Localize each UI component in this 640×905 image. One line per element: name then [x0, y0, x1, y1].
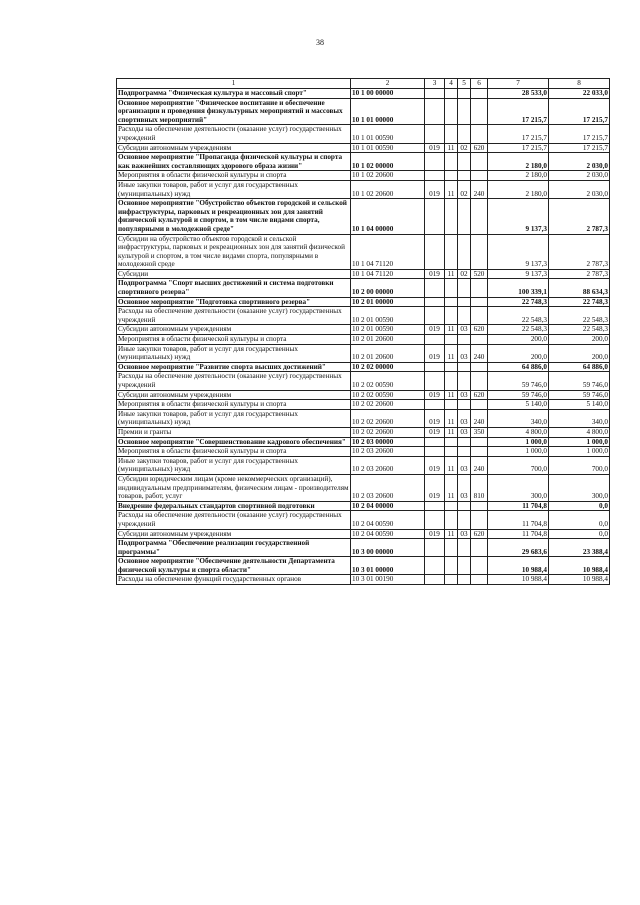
- subsection-code-cell: [458, 511, 471, 529]
- amount-col7-cell: 2 180,0: [488, 171, 549, 181]
- classification-code-cell: 10 3 00 00000: [351, 539, 425, 557]
- header-cell: 2: [351, 79, 425, 89]
- amount-col7-cell: 22 548,3: [488, 325, 549, 335]
- section-code-cell: [445, 447, 458, 457]
- table-row: [117, 125, 610, 143]
- section-code-cell: [445, 89, 458, 99]
- subsection-code-cell: 03: [458, 529, 471, 539]
- amount-col8-cell: 88 634,3: [549, 279, 610, 297]
- expense-type-cell: [471, 362, 488, 372]
- amount-col7-cell: 10 988,4: [488, 557, 549, 575]
- expense-type-cell: 620: [471, 143, 488, 153]
- section-code-cell: [445, 125, 458, 143]
- subsection-code-cell: 03: [458, 325, 471, 335]
- department-code-cell: [425, 501, 445, 511]
- subsection-code-cell: [458, 372, 471, 390]
- department-code-cell: [425, 153, 445, 171]
- item-name-cell: Субсидии автономным учреждениям: [117, 325, 351, 335]
- item-name-cell: Субсидии юридическим лицам (кроме некоммерческих организаций), индивидуальным предпринимателям, физическим лицам - производителям товаров, работ, услуг: [118, 474, 349, 501]
- department-code-cell: 019: [425, 325, 445, 335]
- amount-col8-cell: 22 033,0: [549, 89, 610, 99]
- amount-col7-cell: 1 000,0: [488, 437, 549, 447]
- item-name-cell: Мероприятия в области физической культуры и спорта: [117, 335, 351, 345]
- amount-col8-cell: 22 748,3: [549, 297, 610, 307]
- section-code-cell: [445, 372, 458, 390]
- section-code-cell: [445, 501, 458, 511]
- table-row: [117, 153, 610, 171]
- table-row: [117, 98, 610, 125]
- amount-col7-cell: 340,0: [488, 409, 549, 427]
- amount-col8-cell: 5 140,0: [549, 400, 610, 410]
- item-name-cell: Мероприятия в области физической культуры и спорта: [117, 447, 351, 457]
- department-code-cell: [425, 372, 445, 390]
- section-code-cell: [445, 400, 458, 410]
- amount-col7-cell: 17 215,7: [488, 98, 549, 125]
- section-code-cell: [445, 307, 458, 325]
- classification-code-cell: 10 3 01 00190: [351, 575, 425, 585]
- expense-type-cell: [471, 153, 488, 171]
- table-row: [117, 89, 610, 99]
- subsection-code-cell: [458, 153, 471, 171]
- item-name-cell: Иные закупки товаров, работ и услуг для государственных (муниципальных) нужд: [117, 344, 351, 362]
- department-code-cell: 019: [425, 409, 445, 427]
- item-name-cell: Мероприятия в области физической культуры и спорта: [117, 400, 351, 410]
- item-name-cell: Подпрограмма "Спорт высших достижений и система подготовки спортивного резерва": [117, 279, 351, 297]
- expense-type-cell: [471, 307, 488, 325]
- expense-type-cell: [471, 199, 488, 234]
- item-name-cell: Расходы на обеспечение деятельности (оказание услуг) государственных учреждений: [117, 511, 351, 529]
- section-code-cell: [445, 335, 458, 345]
- amount-col8-cell: 200,0: [549, 344, 610, 362]
- section-code-cell: 11: [445, 456, 458, 474]
- subsection-code-cell: [458, 501, 471, 511]
- section-code-cell: [445, 279, 458, 297]
- amount-col8-cell: 17 215,7: [549, 98, 610, 125]
- amount-col7-cell: 2 180,0: [488, 180, 549, 198]
- subsection-code-cell: [458, 279, 471, 297]
- table-row: [117, 400, 610, 410]
- item-name-cell: Основное мероприятие "Пропаганда физической культуры и спорта как важнейших составляющих здорового образа жизни": [117, 153, 351, 171]
- item-name-cell: Субсидии на обустройство объектов городской и сельской инфраструктуры, парковых и рекреационных зон для занятий физической культурой и спортом, в том числе видами спорта, популярными в молодежной среде: [117, 234, 351, 269]
- expense-type-cell: [471, 447, 488, 457]
- amount-col7-cell: 59 746,0: [488, 390, 549, 400]
- classification-code-cell: 10 1 04 71120: [351, 269, 425, 279]
- department-code-cell: 019: [425, 344, 445, 362]
- classification-code-cell: 10 1 01 00000: [351, 98, 425, 125]
- expense-type-cell: [471, 279, 488, 297]
- classification-code-cell: 10 1 00 00000: [351, 89, 425, 99]
- subsection-code-cell: [458, 297, 471, 307]
- table-row: [117, 171, 610, 181]
- section-code-cell: [445, 171, 458, 181]
- table-row: [117, 372, 610, 390]
- classification-code-cell: 10 2 01 20600: [351, 335, 425, 345]
- section-code-cell: 11: [445, 269, 458, 279]
- table-row: [117, 199, 610, 234]
- amount-col8-cell: 2 787,3: [549, 269, 610, 279]
- expense-type-cell: [471, 575, 488, 585]
- amount-col8-cell: 22 548,3: [549, 307, 610, 325]
- table-header-row: [117, 79, 610, 89]
- amount-col8-cell: 700,0: [549, 456, 610, 474]
- department-code-cell: 019: [425, 269, 445, 279]
- classification-code-cell: 10 2 01 00590: [351, 325, 425, 335]
- table-row: [117, 297, 610, 307]
- subsection-code-cell: [458, 437, 471, 447]
- amount-col7-cell: 9 137,3: [488, 199, 549, 234]
- department-code-cell: [425, 539, 445, 557]
- section-code-cell: 11: [445, 409, 458, 427]
- item-name-cell: Основное мероприятие "Развитие спорта высших достижений": [117, 362, 351, 372]
- classification-code-cell: 10 2 03 00000: [351, 437, 425, 447]
- amount-col7-cell: 1 000,0: [488, 447, 549, 457]
- item-name-cell: Расходы на обеспечение деятельности (оказание услуг) государственных учреждений: [117, 307, 351, 325]
- classification-code-cell: 10 2 01 20600: [351, 344, 425, 362]
- amount-col7-cell: 22 748,3: [488, 297, 549, 307]
- section-code-cell: 11: [445, 325, 458, 335]
- classification-code-cell: 10 2 03 20600: [351, 456, 425, 474]
- classification-code-cell: 10 2 02 00590: [351, 372, 425, 390]
- expense-type-cell: [471, 557, 488, 575]
- department-code-cell: 019: [425, 143, 445, 153]
- subsection-code-cell: [458, 447, 471, 457]
- amount-col8-cell: 64 886,0: [549, 362, 610, 372]
- amount-col7-cell: 300,0: [488, 474, 549, 501]
- department-code-cell: 019: [425, 180, 445, 198]
- classification-code-cell: 10 2 01 00000: [351, 297, 425, 307]
- expense-type-cell: 240: [471, 180, 488, 198]
- amount-col7-cell: 11 704,8: [488, 501, 549, 511]
- amount-col7-cell: 9 137,3: [488, 234, 549, 269]
- subsection-code-cell: [458, 575, 471, 585]
- amount-col8-cell: 200,0: [549, 335, 610, 345]
- table-row: [117, 501, 610, 511]
- subsection-code-cell: 03: [458, 409, 471, 427]
- subsection-code-cell: [458, 307, 471, 325]
- expense-type-cell: [471, 89, 488, 99]
- item-name-cell: Основное мероприятие "Физическое воспитание и обеспечение организации и проведения физкультурных мероприятий и массовых спортивных мероприятий": [117, 98, 351, 125]
- section-code-cell: [445, 511, 458, 529]
- expense-type-cell: [471, 335, 488, 345]
- section-code-cell: [445, 98, 458, 125]
- amount-col8-cell: 10 988,4: [549, 557, 610, 575]
- amount-col7-cell: 64 886,0: [488, 362, 549, 372]
- amount-col7-cell: 11 704,8: [488, 529, 549, 539]
- classification-code-cell: 10 2 02 20600: [351, 427, 425, 437]
- subsection-code-cell: [458, 557, 471, 575]
- subsection-code-cell: [458, 125, 471, 143]
- amount-col7-cell: 5 140,0: [488, 400, 549, 410]
- item-name-cell: Основное мероприятие "Подготовка спортивного резерва": [117, 297, 351, 307]
- classification-code-cell: 10 2 02 00000: [351, 362, 425, 372]
- expense-type-cell: 620: [471, 529, 488, 539]
- section-code-cell: 11: [445, 474, 458, 501]
- amount-col7-cell: 4 800,0: [488, 427, 549, 437]
- expense-type-cell: 520: [471, 269, 488, 279]
- table-row: [117, 335, 610, 345]
- item-name-cell: Подпрограмма "Физическая культура и массовый спорт": [117, 89, 351, 99]
- classification-code-cell: 10 1 02 00000: [351, 153, 425, 171]
- expense-type-cell: 620: [471, 390, 488, 400]
- amount-col8-cell: 4 800,0: [549, 427, 610, 437]
- department-code-cell: [425, 557, 445, 575]
- amount-col8-cell: 59 746,0: [549, 372, 610, 390]
- classification-code-cell: 10 3 01 00000: [351, 557, 425, 575]
- subsection-code-cell: 03: [458, 390, 471, 400]
- classification-code-cell: 10 1 01 00590: [351, 143, 425, 153]
- amount-col7-cell: 59 746,0: [488, 372, 549, 390]
- department-code-cell: [425, 307, 445, 325]
- amount-col8-cell: 2 787,3: [549, 199, 610, 234]
- amount-col7-cell: 11 704,8: [488, 511, 549, 529]
- table-row: [117, 180, 610, 198]
- table-row: [117, 474, 610, 501]
- classification-code-cell: 10 1 01 00590: [351, 125, 425, 143]
- section-code-cell: 11: [445, 344, 458, 362]
- section-code-cell: 11: [445, 180, 458, 198]
- subsection-code-cell: [458, 362, 471, 372]
- classification-code-cell: 10 2 04 00590: [351, 511, 425, 529]
- amount-col8-cell: 59 746,0: [549, 390, 610, 400]
- amount-col8-cell: 22 548,3: [549, 325, 610, 335]
- section-code-cell: 11: [445, 390, 458, 400]
- amount-col8-cell: 2 030,0: [549, 180, 610, 198]
- section-code-cell: 11: [445, 143, 458, 153]
- table-row: [117, 390, 610, 400]
- section-code-cell: [445, 557, 458, 575]
- table-row: [117, 279, 610, 297]
- amount-col8-cell: 17 215,7: [549, 143, 610, 153]
- section-code-cell: [445, 437, 458, 447]
- department-code-cell: [425, 297, 445, 307]
- department-code-cell: 019: [425, 529, 445, 539]
- section-code-cell: [445, 297, 458, 307]
- item-name-cell: Иные закупки товаров, работ и услуг для государственных (муниципальных) нужд: [117, 180, 351, 198]
- amount-col7-cell: 9 137,3: [488, 269, 549, 279]
- amount-col7-cell: 17 215,7: [488, 125, 549, 143]
- amount-col8-cell: 0,0: [549, 501, 610, 511]
- department-code-cell: [425, 511, 445, 529]
- classification-code-cell: 10 2 04 00000: [351, 501, 425, 511]
- item-name-cell: Основное мероприятие "Совершенствование кадрового обеспечения": [117, 437, 351, 447]
- header-cell: 6: [471, 79, 488, 89]
- section-code-cell: 11: [445, 529, 458, 539]
- table-row: [117, 456, 610, 474]
- amount-col7-cell: 100 339,1: [488, 279, 549, 297]
- amount-col8-cell: 10 988,4: [549, 575, 610, 585]
- classification-code-cell: 10 2 04 00590: [351, 529, 425, 539]
- subsection-code-cell: [458, 400, 471, 410]
- amount-col7-cell: 28 533,0: [488, 89, 549, 99]
- table-row: [117, 143, 610, 153]
- item-name-cell: Иные закупки товаров, работ и услуг для государственных (муниципальных) нужд: [117, 456, 351, 474]
- item-name-cell: Подпрограмма "Обеспечение реализации государственной программы": [117, 539, 351, 557]
- table-row: [117, 269, 610, 279]
- header-cell: 7: [488, 79, 549, 89]
- amount-col8-cell: 1 000,0: [549, 447, 610, 457]
- table-row: [117, 362, 610, 372]
- table-row: [117, 529, 610, 539]
- classification-code-cell: 10 1 02 20600: [351, 171, 425, 181]
- expense-type-cell: [471, 501, 488, 511]
- section-code-cell: [445, 234, 458, 269]
- expense-type-cell: [471, 171, 488, 181]
- subsection-code-cell: [458, 234, 471, 269]
- expense-type-cell: [471, 372, 488, 390]
- table-row: [117, 427, 610, 437]
- expense-type-cell: 240: [471, 456, 488, 474]
- amount-col8-cell: 2 030,0: [549, 171, 610, 181]
- expense-type-cell: [471, 539, 488, 557]
- header-cell: 1: [117, 79, 351, 89]
- table-row: [117, 511, 610, 529]
- item-name-cell: Субсидии автономным учреждениям: [117, 390, 351, 400]
- amount-col7-cell: 10 988,4: [488, 575, 549, 585]
- subsection-code-cell: [458, 335, 471, 345]
- table-row: [117, 437, 610, 447]
- table-row: [117, 539, 610, 557]
- item-name-cell: Внедрение федеральных стандартов спортивной подготовки: [117, 501, 351, 511]
- classification-code-cell: 10 1 04 71120: [351, 234, 425, 269]
- expense-type-cell: 620: [471, 325, 488, 335]
- amount-col8-cell: 2 030,0: [549, 153, 610, 171]
- subsection-code-cell: 03: [458, 427, 471, 437]
- subsection-code-cell: 03: [458, 344, 471, 362]
- subsection-code-cell: 02: [458, 269, 471, 279]
- header-cell: 3: [425, 79, 445, 89]
- amount-col8-cell: 23 388,4: [549, 539, 610, 557]
- item-name-cell: Премии и гранты: [117, 427, 351, 437]
- classification-code-cell: 10 2 00 00000: [351, 279, 425, 297]
- department-code-cell: [425, 400, 445, 410]
- table-row: [117, 234, 610, 269]
- department-code-cell: [425, 89, 445, 99]
- section-code-cell: [445, 575, 458, 585]
- department-code-cell: [425, 362, 445, 372]
- header-cell: 4: [445, 79, 458, 89]
- department-code-cell: [425, 279, 445, 297]
- classification-code-cell: 10 2 02 00590: [351, 390, 425, 400]
- subsection-code-cell: [458, 199, 471, 234]
- expense-type-cell: [471, 437, 488, 447]
- amount-col8-cell: 0,0: [549, 529, 610, 539]
- expense-type-cell: [471, 297, 488, 307]
- item-name-cell: Субсидии автономным учреждениям: [117, 143, 351, 153]
- amount-col7-cell: 200,0: [488, 344, 549, 362]
- classification-code-cell: 10 2 03 20600: [351, 474, 425, 501]
- table-row: [117, 344, 610, 362]
- amount-col8-cell: 1 000,0: [549, 437, 610, 447]
- amount-col7-cell: 17 215,7: [488, 143, 549, 153]
- department-code-cell: [425, 575, 445, 585]
- department-code-cell: 019: [425, 474, 445, 501]
- table-row: [117, 575, 610, 585]
- subsection-code-cell: 02: [458, 143, 471, 153]
- section-code-cell: 11: [445, 427, 458, 437]
- department-code-cell: [425, 447, 445, 457]
- section-code-cell: [445, 362, 458, 372]
- department-code-cell: [425, 335, 445, 345]
- amount-col7-cell: 2 180,0: [488, 153, 549, 171]
- section-code-cell: [445, 199, 458, 234]
- table-row: [117, 447, 610, 457]
- amount-col8-cell: 17 215,7: [549, 125, 610, 143]
- expense-type-cell: 350: [471, 427, 488, 437]
- expense-type-cell: 240: [471, 409, 488, 427]
- subsection-code-cell: [458, 539, 471, 557]
- department-code-cell: [425, 437, 445, 447]
- classification-code-cell: 10 2 03 20600: [351, 447, 425, 457]
- item-name-cell: Расходы на обеспечение деятельности (оказание услуг) государственных учреждений: [117, 125, 351, 143]
- table-row: [117, 325, 610, 335]
- department-code-cell: 019: [425, 427, 445, 437]
- item-name-cell: Субсидии: [117, 269, 351, 279]
- subsection-code-cell: [458, 98, 471, 125]
- subsection-code-cell: [458, 171, 471, 181]
- expense-type-cell: 810: [471, 474, 488, 501]
- subsection-code-cell: [458, 89, 471, 99]
- department-code-cell: 019: [425, 390, 445, 400]
- amount-col7-cell: 29 683,6: [488, 539, 549, 557]
- item-name-cell: Расходы на обеспечение деятельности (оказание услуг) государственных учреждений: [117, 372, 351, 390]
- amount-col8-cell: 0,0: [549, 511, 610, 529]
- classification-code-cell: 10 2 02 20600: [351, 409, 425, 427]
- expense-type-cell: [471, 125, 488, 143]
- item-name-cell: Основное мероприятие "Обустройство объектов городской и сельской инфраструктуры, парковых и рекреационных зон для занятий физической культурой и спортом, в том числе видами спорта, популярными в молодежной среде": [117, 199, 351, 234]
- classification-code-cell: 10 1 02 20600: [351, 180, 425, 198]
- item-name-cell: Иные закупки товаров, работ и услуг для государственных (муниципальных) нужд: [117, 409, 351, 427]
- header-cell: 8: [549, 79, 610, 89]
- classification-code-cell: 10 2 02 20600: [351, 400, 425, 410]
- classification-code-cell: 10 1 04 00000: [351, 199, 425, 234]
- amount-col8-cell: 340,0: [549, 409, 610, 427]
- table-row: [117, 557, 610, 575]
- department-code-cell: [425, 234, 445, 269]
- subsection-code-cell: 03: [458, 456, 471, 474]
- item-name-cell: Субсидии автономным учреждениям: [117, 529, 351, 539]
- department-code-cell: [425, 199, 445, 234]
- expense-type-cell: [471, 511, 488, 529]
- budget-table: [116, 78, 610, 585]
- item-name-cell: Расходы на обеспечение функций государственных органов: [117, 575, 351, 585]
- table-row: [117, 409, 610, 427]
- expense-type-cell: [471, 234, 488, 269]
- department-code-cell: [425, 171, 445, 181]
- amount-col7-cell: 200,0: [488, 335, 549, 345]
- amount-col7-cell: 700,0: [488, 456, 549, 474]
- section-code-cell: [445, 539, 458, 557]
- department-code-cell: [425, 98, 445, 125]
- amount-col7-cell: 22 548,3: [488, 307, 549, 325]
- subsection-code-cell: 02: [458, 180, 471, 198]
- expense-type-cell: [471, 400, 488, 410]
- department-code-cell: 019: [425, 456, 445, 474]
- item-name-cell: Основное мероприятие "Обеспечение деятельности Департамента физической культуры и спорта области": [117, 557, 351, 575]
- amount-col8-cell: 300,0: [549, 474, 610, 501]
- expense-type-cell: [471, 98, 488, 125]
- section-code-cell: [445, 153, 458, 171]
- department-code-cell: [425, 125, 445, 143]
- table-row: [117, 307, 610, 325]
- expense-type-cell: 240: [471, 344, 488, 362]
- header-cell: 5: [458, 79, 471, 89]
- amount-col8-cell: 2 787,3: [549, 234, 610, 269]
- page-number: 38: [316, 38, 324, 47]
- subsection-code-cell: 03: [458, 474, 471, 501]
- classification-code-cell: 10 2 01 00590: [351, 307, 425, 325]
- item-name-cell: Мероприятия в области физической культуры и спорта: [117, 171, 351, 181]
